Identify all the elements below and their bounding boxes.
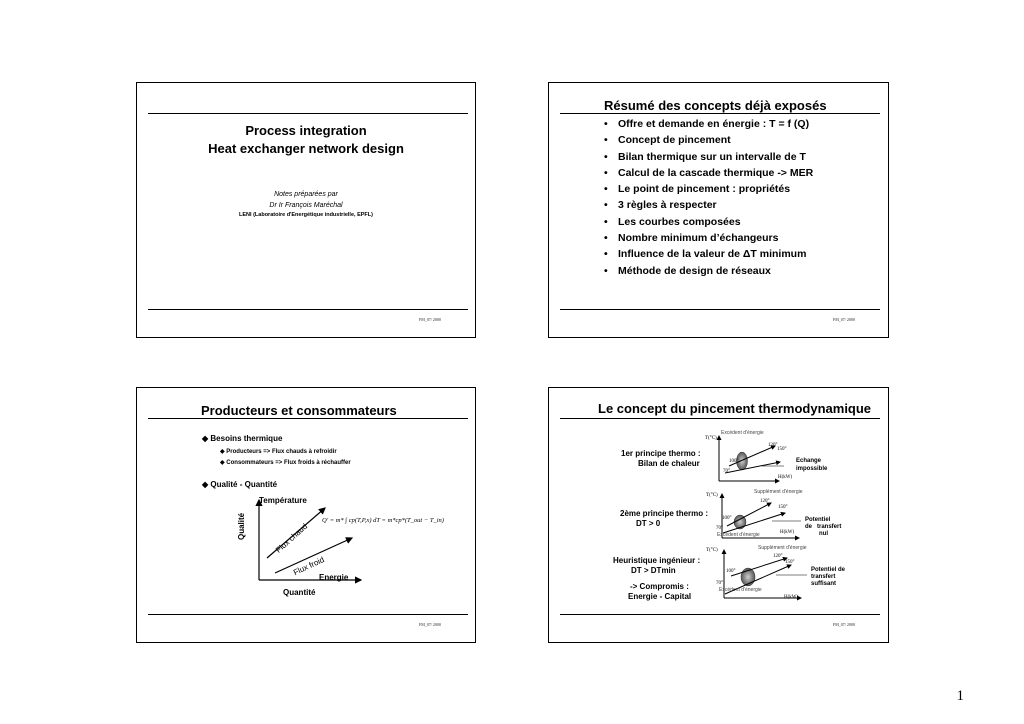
slide-pinch [548, 387, 889, 643]
slide-footer: FM_07/ 2000 [419, 622, 441, 627]
energy-formula: Q' = m* ∫ cp(T,P,x) dT = m*cp*(T_out − T_in) [322, 517, 444, 524]
row1-label-line1: 1er principe thermo : [621, 449, 701, 458]
pinch-title: Le concept du pincement thermodynamique [598, 401, 872, 416]
d1-t120: 120° [768, 443, 778, 448]
summary-item: • Bilan thermique sur un intervalle de T [604, 149, 813, 165]
row1-label-line2: Bilan de chaleur [638, 459, 700, 468]
cold-flow-label: Flux froid [292, 555, 326, 578]
summary-item: • Nombre minimum d’échangeurs [604, 230, 813, 246]
row3-label-line2: DT > DTmin [631, 566, 676, 575]
d2-t100: 100° [722, 516, 732, 521]
sub-producteurs-label: Producteurs => Flux chauds à refroidir [226, 449, 337, 455]
slide-footer: FM_07/ 2000 [833, 317, 855, 322]
d1-note-line1: Echange [796, 458, 822, 464]
slide-producers [136, 387, 476, 643]
summary-item: • Offre et demande en énergie : T = f (Q) [604, 116, 813, 132]
d1-note-line2: impossible [796, 466, 828, 472]
d3-axis-t: T(°C) [706, 548, 718, 553]
d1-t100: 100° [729, 459, 739, 464]
diamond-icon: ◆ [202, 434, 209, 443]
page-number: 1 [956, 688, 964, 704]
d2-axis-h: H(kW) [780, 530, 795, 535]
slide-bottom-rule [560, 309, 880, 310]
axis-temperature: Température [259, 496, 307, 505]
d1-t70: 70° [723, 469, 730, 474]
row2-label-line1: 2ème principe thermo : [620, 509, 709, 518]
notes-prepared: Notes préparées par [274, 191, 338, 198]
summary-item: • Concept de pincement [604, 132, 813, 148]
author-lab: LENI (Laboratoire d'Energétique industrielle, EPFL) [239, 212, 373, 218]
row3-label-line3: -> Compromis : [630, 582, 689, 591]
d1-axis-h: H(kW) [778, 475, 793, 480]
slide-top-rule [560, 113, 880, 114]
d3-note-line1: Potentiel de [811, 567, 846, 573]
row3-label-line1: Heuristique ingénieur : [613, 556, 701, 565]
summary-item: • Influence de la valeur de ΔT minimum [604, 246, 813, 262]
diamond-icon: ◆ [202, 480, 209, 489]
author-name: Dr Ir François Maréchal [269, 202, 343, 209]
bullet-besoins-label: Besoins thermique [210, 434, 283, 443]
hot-flow-label: Flux chaud [274, 521, 310, 555]
d2-t120: 120° [760, 499, 770, 504]
summary-item: • Calcul de la cascade thermique -> MER [604, 165, 813, 181]
d3-t100: 100° [726, 569, 736, 574]
axis-qualite: Qualité [237, 512, 246, 540]
hot-curve [727, 503, 771, 526]
d1-axis-t: T(°C) [705, 436, 717, 441]
d3-supplement: Supplément d'énergie [758, 545, 807, 551]
axis-quantite: Quantité [283, 588, 316, 597]
d2-t150: 150° [778, 505, 788, 510]
d2-note-line2: de [805, 524, 813, 530]
summary-item: • Méthode de design de réseaux [604, 263, 813, 279]
d2-t70: 70° [716, 526, 723, 531]
slide-title-line1: Process integration [245, 123, 367, 138]
summary-item: • Le point de pincement : propriétés [604, 181, 813, 197]
d3-t150: 150° [785, 560, 795, 565]
sub-consommateurs-label: Consommateurs => Flux froids à réchauffer [226, 460, 351, 466]
slide-footer: FM_07/ 2000 [833, 622, 855, 627]
slide-bottom-rule [148, 309, 468, 310]
row3-label-line4: Energie - Capital [628, 592, 692, 601]
producers-title: Producteurs et consommateurs [201, 403, 397, 418]
slide-title [136, 82, 476, 338]
d3-note-line3: suffisant [811, 581, 837, 587]
slide-top-rule [148, 113, 468, 114]
slide-bottom-rule [560, 614, 880, 615]
d2-excedent: Excédent d'énergie [717, 532, 760, 538]
pinch-diagrams [549, 388, 890, 644]
summary-title: Résumé des concepts déjà exposés [604, 98, 827, 113]
d2-note-line4: nul [819, 531, 828, 537]
diamond-icon: ◆ [220, 449, 225, 455]
summary-item: • 3 règles à respecter [604, 197, 813, 213]
slide-title-line2: Heat exchanger network design [208, 141, 404, 156]
d1-excedent: Excédent d'énergie [721, 430, 764, 436]
axis-energie: Energie [319, 573, 349, 582]
summary-item: • Les courbes composées [604, 214, 813, 230]
d3-note-line2: transfert [811, 574, 836, 580]
d3-t120: 120° [773, 554, 783, 559]
d3-t70: 70° [716, 581, 723, 586]
d2-axis-t: T(°C) [706, 493, 718, 498]
d2-note-line3: transfert [817, 524, 842, 530]
slide-bottom-rule [148, 614, 468, 615]
diamond-icon: ◆ [220, 460, 225, 466]
d2-supplement: Supplément d'énergie [754, 489, 803, 495]
d1-t150: 150° [777, 447, 787, 452]
row2-label-line2: DT > 0 [636, 519, 661, 528]
hot-curve [731, 558, 787, 576]
bullet-qualite-label: Qualité - Quantité [210, 480, 278, 489]
d3-axis-h: H(kW) [784, 595, 799, 600]
slide-footer: FM_07/ 2000 [419, 317, 441, 322]
d2-note-line1: Potentiel [805, 517, 831, 523]
slide-summary [548, 82, 889, 338]
summary-list [604, 116, 813, 279]
quality-quantity-diagram [137, 388, 477, 644]
d3-excedent: Excédent d'énergie [719, 587, 762, 593]
